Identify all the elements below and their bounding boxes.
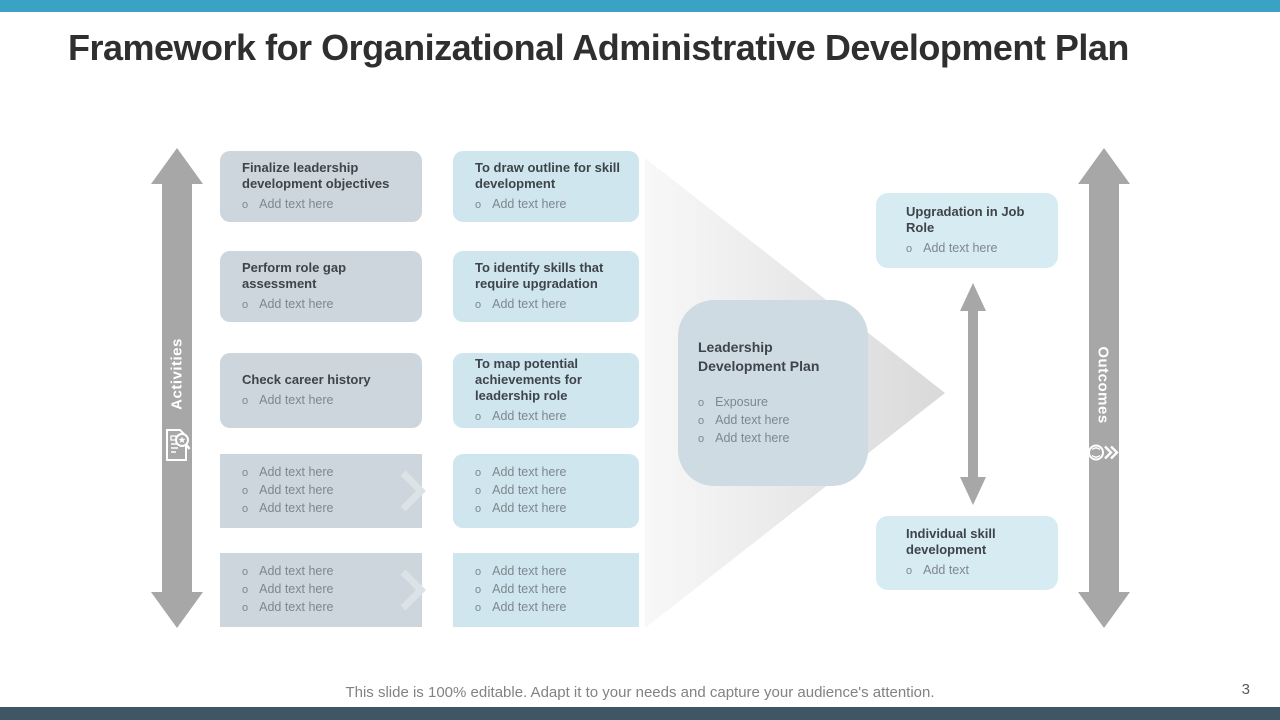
activity-box-finalize-objectives	[220, 151, 422, 222]
bullet-text: Add text here	[492, 483, 567, 497]
bullet-marker: o	[475, 566, 482, 578]
box-title: Upgradation in Job Role	[906, 203, 1025, 235]
box-title: To identify skills that require upgradation	[475, 259, 604, 291]
bullet-item	[475, 581, 627, 599]
page-number: 3	[1241, 681, 1250, 698]
bullet-item	[242, 482, 410, 500]
bullet-text: Add text here	[492, 296, 567, 311]
bullet-item	[906, 562, 1046, 580]
bullet-marker: o	[475, 198, 482, 211]
skill-box-draw-outline	[453, 151, 639, 222]
bullet-marker: o	[242, 566, 249, 578]
skill-box-placeholder-1	[453, 454, 639, 528]
bullet-marker: o	[475, 503, 482, 515]
bullet-text: Add text here	[259, 465, 334, 479]
bullet-item	[242, 581, 410, 599]
skill-box-placeholder-2	[453, 553, 639, 627]
bullet-marker: o	[475, 602, 482, 614]
box-title: To map potential achievements for leadership role	[475, 355, 582, 403]
bullet-text: Add text here	[259, 392, 334, 407]
bullet-marker: o	[242, 298, 249, 311]
bullet-item	[242, 599, 410, 617]
bullet-text: Add text here	[492, 564, 567, 578]
bottom-accent-bar	[0, 707, 1280, 720]
bullet-text: Exposure	[715, 395, 768, 409]
box-title: Check career history	[242, 371, 371, 387]
bullet-text: Add text here	[715, 413, 790, 427]
bullet-item	[698, 394, 854, 412]
goal-ball-icon	[1087, 442, 1119, 463]
skill-box-identify-skills	[453, 251, 639, 322]
bullet-text: Add text here	[492, 600, 567, 614]
bullet-text: Add text here	[492, 501, 567, 515]
bullet-marker: o	[906, 242, 913, 255]
bullet-item	[475, 500, 627, 518]
bullet-text: Add text here	[259, 483, 334, 497]
bullet-item	[475, 599, 627, 617]
outcome-box-individual-skill	[876, 516, 1058, 590]
box-title: Finalize leadership development objectives	[242, 159, 390, 191]
bullet-item	[242, 563, 410, 581]
bullet-text: Add text here	[259, 564, 334, 578]
slide-title: Framework for Organizational Administrative Development Plan	[68, 27, 1129, 68]
bullet-marker: o	[242, 584, 249, 596]
bullet-marker: o	[242, 467, 249, 479]
bullet-item	[242, 296, 410, 314]
skill-box-map-achievements	[453, 353, 639, 428]
bullet-marker: o	[698, 397, 705, 409]
activity-box-career-history	[220, 353, 422, 428]
bullet-text: Add text here	[259, 582, 334, 596]
bullet-item	[475, 464, 627, 482]
bullet-item	[242, 464, 410, 482]
top-accent-bar	[0, 0, 1280, 12]
bullet-marker: o	[906, 565, 913, 577]
bullet-text: Add text	[923, 563, 969, 577]
activity-box-role-gap	[220, 251, 422, 322]
box-title: Perform role gap assessment	[242, 259, 347, 291]
bullet-item	[242, 500, 410, 518]
bullet-text: Add text here	[259, 600, 334, 614]
bullet-item	[242, 196, 410, 214]
editable-note: This slide is 100% editable. Adapt it to your needs and capture your audience's attention.	[345, 684, 935, 701]
bullet-item	[698, 412, 854, 430]
activity-box-placeholder-2	[220, 553, 422, 627]
leadership-development-plan-box	[678, 300, 868, 486]
bullet-marker: o	[698, 433, 705, 445]
bullet-item	[475, 482, 627, 500]
bullet-text: Add text here	[492, 465, 567, 479]
report-search-icon	[163, 428, 191, 462]
bullet-marker: o	[475, 467, 482, 479]
bullet-marker: o	[475, 298, 482, 311]
box-title: To draw outline for skill development	[475, 159, 620, 191]
bullet-marker: o	[475, 410, 482, 423]
activity-box-placeholder-1	[220, 454, 422, 528]
bullet-marker: o	[242, 198, 249, 211]
bullet-text: Add text here	[492, 582, 567, 596]
bullet-text: Add text here	[492, 408, 567, 423]
bullet-text: Add text here	[923, 240, 998, 255]
bullet-item	[475, 196, 627, 214]
bullet-item	[698, 430, 854, 448]
bullet-item	[242, 392, 410, 410]
bullet-marker: o	[475, 584, 482, 596]
bullet-marker: o	[242, 503, 249, 515]
bullet-item	[475, 408, 627, 426]
chevron-right-icon	[399, 568, 427, 612]
bullet-marker: o	[475, 485, 482, 497]
bullet-text: Add text here	[259, 501, 334, 515]
bullet-marker: o	[242, 485, 249, 497]
activities-label: Activities	[168, 338, 186, 410]
bullet-item	[475, 296, 627, 314]
box-title: Leadership Development Plan	[698, 339, 820, 374]
chevron-right-icon	[399, 469, 427, 513]
bullet-item	[475, 563, 627, 581]
box-title: Individual skill development	[906, 526, 996, 557]
bullet-text: Add text here	[259, 196, 334, 211]
bullet-text: Add text here	[492, 196, 567, 211]
bullet-marker: o	[242, 602, 249, 614]
outcomes-label: Outcomes	[1094, 346, 1112, 424]
bullet-item	[906, 240, 1046, 258]
outcome-box-upgradation	[876, 193, 1058, 268]
vertical-double-arrow	[960, 283, 986, 505]
bullet-text: Add text here	[715, 431, 790, 445]
bullet-marker: o	[698, 415, 705, 427]
bullet-marker: o	[242, 394, 249, 407]
bullet-text: Add text here	[259, 296, 334, 311]
